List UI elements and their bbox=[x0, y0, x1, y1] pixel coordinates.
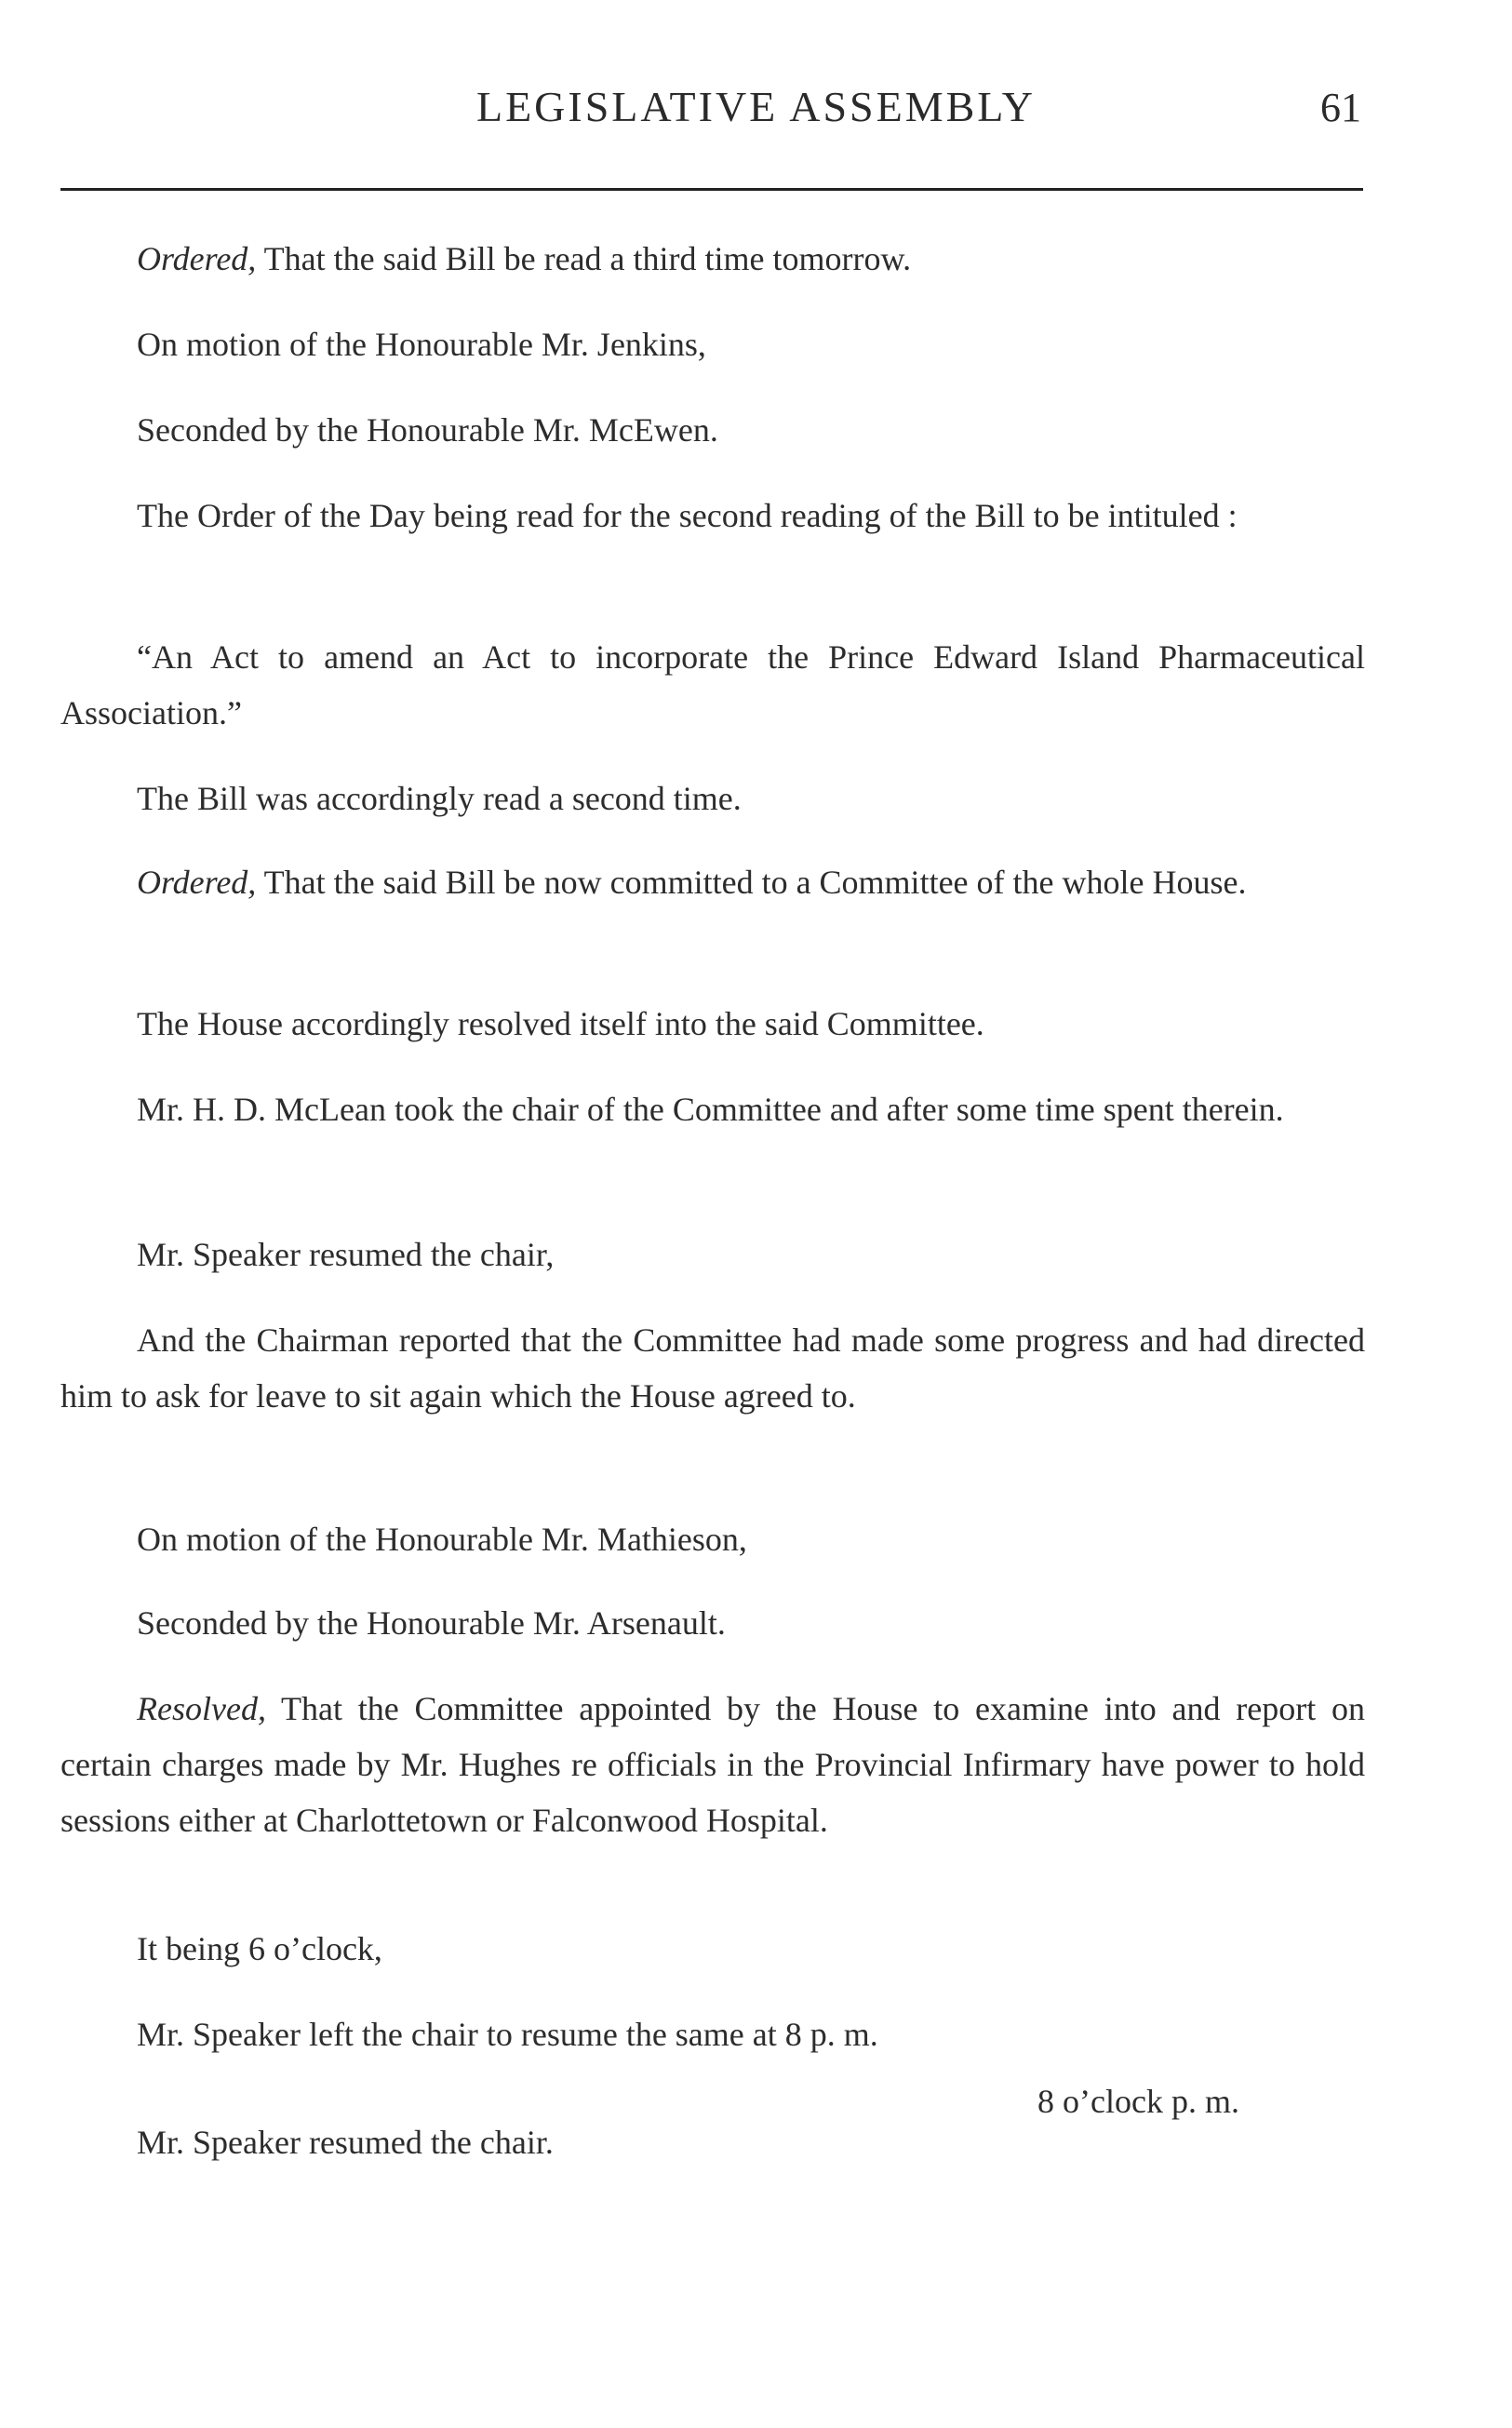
paragraph-seconded-arsenault: Seconded by the Honourable Mr. Arsenault. bbox=[137, 1604, 726, 1642]
paragraph-ordered-third-reading bbox=[60, 231, 1365, 287]
paragraph-text: That the said Bill be now committed to a Committee of the whole House. bbox=[256, 864, 1247, 901]
paragraph-house-resolved: The House accordingly resolved itself into the said Committee. bbox=[137, 1005, 984, 1042]
paragraph-order-of-day: The Order of the Day being read for the second reading of the Bill to be intituled : bbox=[137, 497, 1238, 534]
paragraph-speaker-resumed-2: Mr. Speaker resumed the chair. bbox=[137, 2124, 554, 2161]
paragraph-motion-jenkins: On motion of the Honourable Mr. Jenkins, bbox=[137, 326, 706, 363]
paragraph-ordered-committed bbox=[60, 854, 1365, 910]
header-rule bbox=[60, 188, 1363, 191]
paragraph-lead: Ordered, bbox=[137, 864, 257, 901]
paragraph-second-reading: The Bill was accordingly read a second time. bbox=[137, 780, 742, 817]
paragraph-seconded-mcewen: Seconded by the Honourable Mr. McEwen. bbox=[137, 411, 718, 449]
paragraph-speaker-resumed-1: Mr. Speaker resumed the chair, bbox=[137, 1236, 555, 1273]
paragraph-lead: Resolved, bbox=[137, 1690, 266, 1727]
paragraph-lead: Ordered, bbox=[137, 240, 257, 277]
paragraph-resolved-committee bbox=[60, 1681, 1365, 1848]
page-number: 61 bbox=[1320, 85, 1361, 130]
paragraph-text: That the said Bill be read a third time tomorrow. bbox=[256, 240, 912, 277]
paragraph-six-oclock: It being 6 o’clock, bbox=[137, 1930, 382, 1967]
paragraph-bill-title: “An Act to amend an Act to incorporate the Prince Edward Island Pharmaceutical Association.” bbox=[60, 638, 1365, 731]
paragraph-speaker-left: Mr. Speaker left the chair to resume the same at 8 p. m. bbox=[137, 2016, 878, 2053]
paragraph-mclean-chair: Mr. H. D. McLean took the chair of the Committee and after some time spent therein. bbox=[137, 1091, 1284, 1128]
paragraph-motion-mathieson: On motion of the Honourable Mr. Mathieson, bbox=[137, 1521, 747, 1558]
paragraph-text: That the Committee appointed by the House to examine into and report on certain charges made by Mr. Hughes re officials in the Provincial Infirmary have power to hold sessions either at Charlottetown or Falconwood Hospital. bbox=[60, 1690, 1365, 1839]
running-header: LEGISLATIVE ASSEMBLY bbox=[475, 83, 1037, 130]
paragraph-chairman-reported: And the Chairman reported that the Committee had made some progress and had directed him to ask for leave to sit again which the House agreed to. bbox=[60, 1321, 1365, 1415]
time-note: 8 o’clock p. m. bbox=[1037, 2083, 1239, 2120]
